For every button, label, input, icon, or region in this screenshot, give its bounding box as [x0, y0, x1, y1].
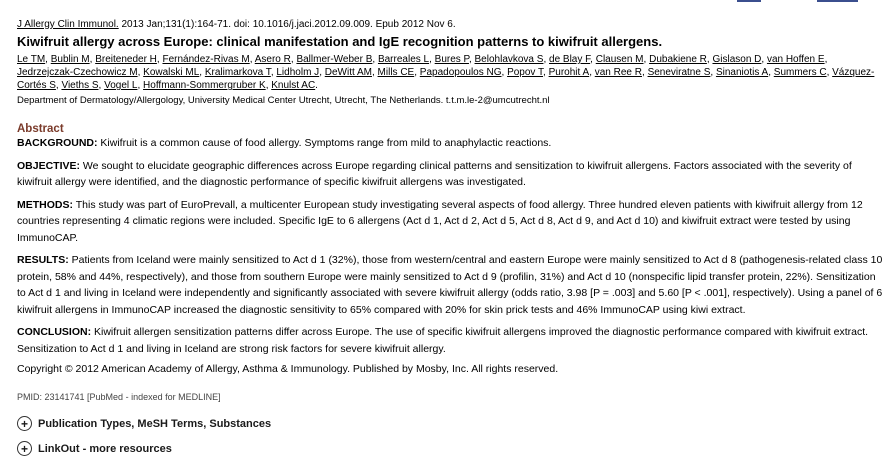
author-separator: , — [89, 54, 96, 65]
abstract-section — [17, 324, 883, 357]
author-separator: , — [137, 80, 144, 91]
article-title: Kiwifruit allergy across Europe: clinical manifestation and IgE recognition patterns to kiwifruit allergens. — [17, 34, 663, 49]
author-link[interactable]: Seneviratne S — [647, 67, 711, 78]
expander-label[interactable]: Publication Types, MeSH Terms, Substances — [38, 417, 272, 430]
article-record — [17, 19, 883, 456]
author-separator: , — [501, 67, 508, 78]
abstract-heading: Abstract — [17, 123, 64, 135]
author-link[interactable]: Ballmer-Weber B — [296, 54, 373, 65]
abstract-section-label: METHODS: — [17, 198, 73, 211]
author-link[interactable]: Le TM — [17, 54, 46, 65]
author-link[interactable]: Vieths S — [61, 80, 99, 91]
abstract-section-text: This study was part of EuroPrevall, a multicenter European study investigating several aspects of food allergy. Three hundred eleven patients with kiwifruit allergy from 12 countries representing 4 climatic regions were included. Specific IgE to 6 allergens (Act d 1, Act d 2, Act d 5, Act d 8, Act d 9, and Act d 10) and kiwifruit extract were tested by using ImmunoCAP. — [17, 198, 863, 244]
author-link[interactable]: Mills CE — [377, 67, 415, 78]
author-link[interactable]: Purohit A — [548, 67, 590, 78]
author-separator: , — [543, 67, 549, 78]
author-separator: , — [45, 54, 51, 65]
author-link[interactable]: Bures P — [434, 54, 469, 65]
abstract-section-label: OBJECTIVE: — [17, 159, 81, 172]
author-link[interactable]: Barreales L — [377, 54, 430, 65]
author-separator: , — [414, 67, 420, 78]
author-separator: , — [761, 54, 767, 65]
abstract-section-text: Patients from Iceland were mainly sensitized to Act d 1 (32%), those from western/central and eastern Europe were mainly sensitized to Act d 8 (pathogenesis-related class 10 protein, 58% and 44%, respectively), and those from southern Europe were mainly sensitized to Act d 9 (profilin, 31%) and Act d 10 (nonspecific lipid transfer protein, 22%). Sensitization to Act d 1 and living in Iceland were independently and significantly associated with severe kiwifruit allergy (odds ratio, 3.98 [P = .003] and 5.60 [P < .001], respectively). Using a panel of 6 kiwifruit allergens in ImmunoCAP increased the diagnostic sensitivity to 65% compared with 20% for skin prick tests and 46% ImmunoCAP using kiwi extract. — [17, 254, 883, 316]
author-separator: , — [55, 80, 62, 91]
author-link[interactable]: van Ree R — [594, 67, 642, 78]
journal-link[interactable]: J Allergy Clin Immunol. — [17, 19, 119, 30]
author-separator: , — [642, 67, 648, 78]
author-separator: , — [270, 67, 277, 78]
author-link[interactable]: Breiteneder H — [95, 54, 157, 65]
author-link[interactable]: Vogel L — [104, 80, 138, 91]
author-link[interactable]: Asero R — [254, 54, 291, 65]
author-separator: , — [589, 67, 595, 78]
author-link[interactable]: Clausen M — [595, 54, 644, 65]
abstract-section — [17, 135, 883, 152]
abstract-section — [17, 252, 883, 318]
abstract-section — [17, 158, 883, 191]
author-separator: , — [826, 67, 833, 78]
author-separator: , — [768, 67, 774, 78]
abstract-body — [17, 135, 883, 357]
author-separator: , — [156, 54, 163, 65]
author-separator: , — [590, 54, 596, 65]
author-link[interactable]: Vázquez-Cortés S — [17, 67, 875, 91]
abstract-section — [17, 197, 883, 247]
plus-circle-icon[interactable]: + — [17, 416, 32, 431]
author-separator: , — [468, 54, 475, 65]
author-separator: , — [824, 54, 828, 65]
author-separator: , — [372, 54, 378, 65]
author-link[interactable]: Kowalski ML — [143, 67, 200, 78]
citation-details: 2013 Jan;131(1):164-71. doi: 10.1016/j.jaci.2012.09.009. Epub 2012 Nov 6. — [118, 19, 456, 30]
author-separator: , — [265, 80, 272, 91]
publication-types-expander[interactable] — [17, 416, 883, 431]
author-link[interactable]: Lidholm J — [276, 67, 320, 78]
copyright: Copyright © 2012 American Academy of Allergy, Asthma & Immunology. Published by Mosby, Inc. All rights reserved. — [17, 363, 559, 375]
plus-circle-icon[interactable]: + — [17, 441, 32, 456]
author-separator: , — [249, 54, 255, 65]
author-link[interactable]: Jedrzejczak-Czechowicz M — [17, 67, 138, 78]
author-separator: , — [319, 67, 325, 78]
author-separator: , — [371, 67, 378, 78]
citation — [17, 19, 883, 30]
abstract-section-text: Kiwifruit allergen sensitization patterns differ across Europe. The use of specific kiwifruit allergens improved the diagnostic performance compared with kiwifruit extract. Sensitization to Act d 1 and living in Iceland are strong risk factors for severe kiwifruit allergy. — [17, 326, 869, 355]
author-separator: , — [706, 54, 713, 65]
abstract-section-text: Kiwifruit is a common cause of food allergy. Symptoms range from mild to anaphylactic reactions. — [97, 137, 552, 149]
abstract-section-label: BACKGROUND: — [17, 137, 98, 149]
author-link[interactable]: DeWitt AM — [324, 67, 372, 78]
author-link[interactable]: van Hoffen E — [766, 54, 825, 65]
author-separator: , — [710, 67, 716, 78]
author-link[interactable]: Knulst AC — [271, 80, 316, 91]
abstract-section-label: CONCLUSION: — [17, 326, 92, 338]
author-separator: , — [98, 80, 105, 91]
pmid-line: PMID: 23141741 [PubMed - indexed for MEDLINE] — [17, 392, 221, 402]
author-separator: , — [643, 54, 650, 65]
top-link-underline[interactable] — [737, 0, 761, 2]
author-link[interactable]: Sinaniotis A — [715, 67, 769, 78]
expander-label[interactable]: LinkOut - more resources — [38, 442, 172, 455]
linkout-expander[interactable] — [17, 441, 883, 456]
author-link[interactable]: Fernández-Rivas M — [162, 54, 250, 65]
author-list — [17, 53, 883, 92]
author-link[interactable]: Summers C — [773, 67, 827, 78]
affiliation: Department of Dermatology/Allergology, University Medical Center Utrecht, Utrecht, The Netherlands. t.t.m.le-2@umcutrecht.nl — [17, 95, 550, 106]
author-separator: , — [137, 67, 144, 78]
author-separator: , — [199, 67, 205, 78]
author-link[interactable]: Popov T — [507, 67, 544, 78]
author-link[interactable]: Kralimarkova T — [204, 67, 271, 78]
author-link[interactable]: Papadopoulos NG — [419, 67, 502, 78]
author-separator: , — [543, 54, 550, 65]
author-link[interactable]: Hoffmann-Sommergruber K — [143, 80, 266, 91]
author-link[interactable]: de Blay F — [549, 54, 591, 65]
top-link-underline[interactable] — [817, 0, 858, 2]
abstract-section-label: RESULTS: — [17, 254, 69, 266]
author-separator: , — [290, 54, 297, 65]
author-link[interactable]: Belohlavkova S — [474, 54, 544, 65]
author-separator: , — [429, 54, 435, 65]
author-link[interactable]: Bublin M — [50, 54, 90, 65]
author-link[interactable]: Dubakiene R — [649, 54, 707, 65]
abstract-section-text: We sought to elucidate geographic differences across Europe regarding clinical patterns and sensitization to kiwifruit allergens. Factors associated with the severity of kiwifruit allergy were identified, and the diagnostic performance of specific kiwifruit allergens was investigated. — [17, 159, 852, 188]
author-list-end: . — [315, 80, 318, 91]
author-link[interactable]: Gislason D — [712, 54, 762, 65]
